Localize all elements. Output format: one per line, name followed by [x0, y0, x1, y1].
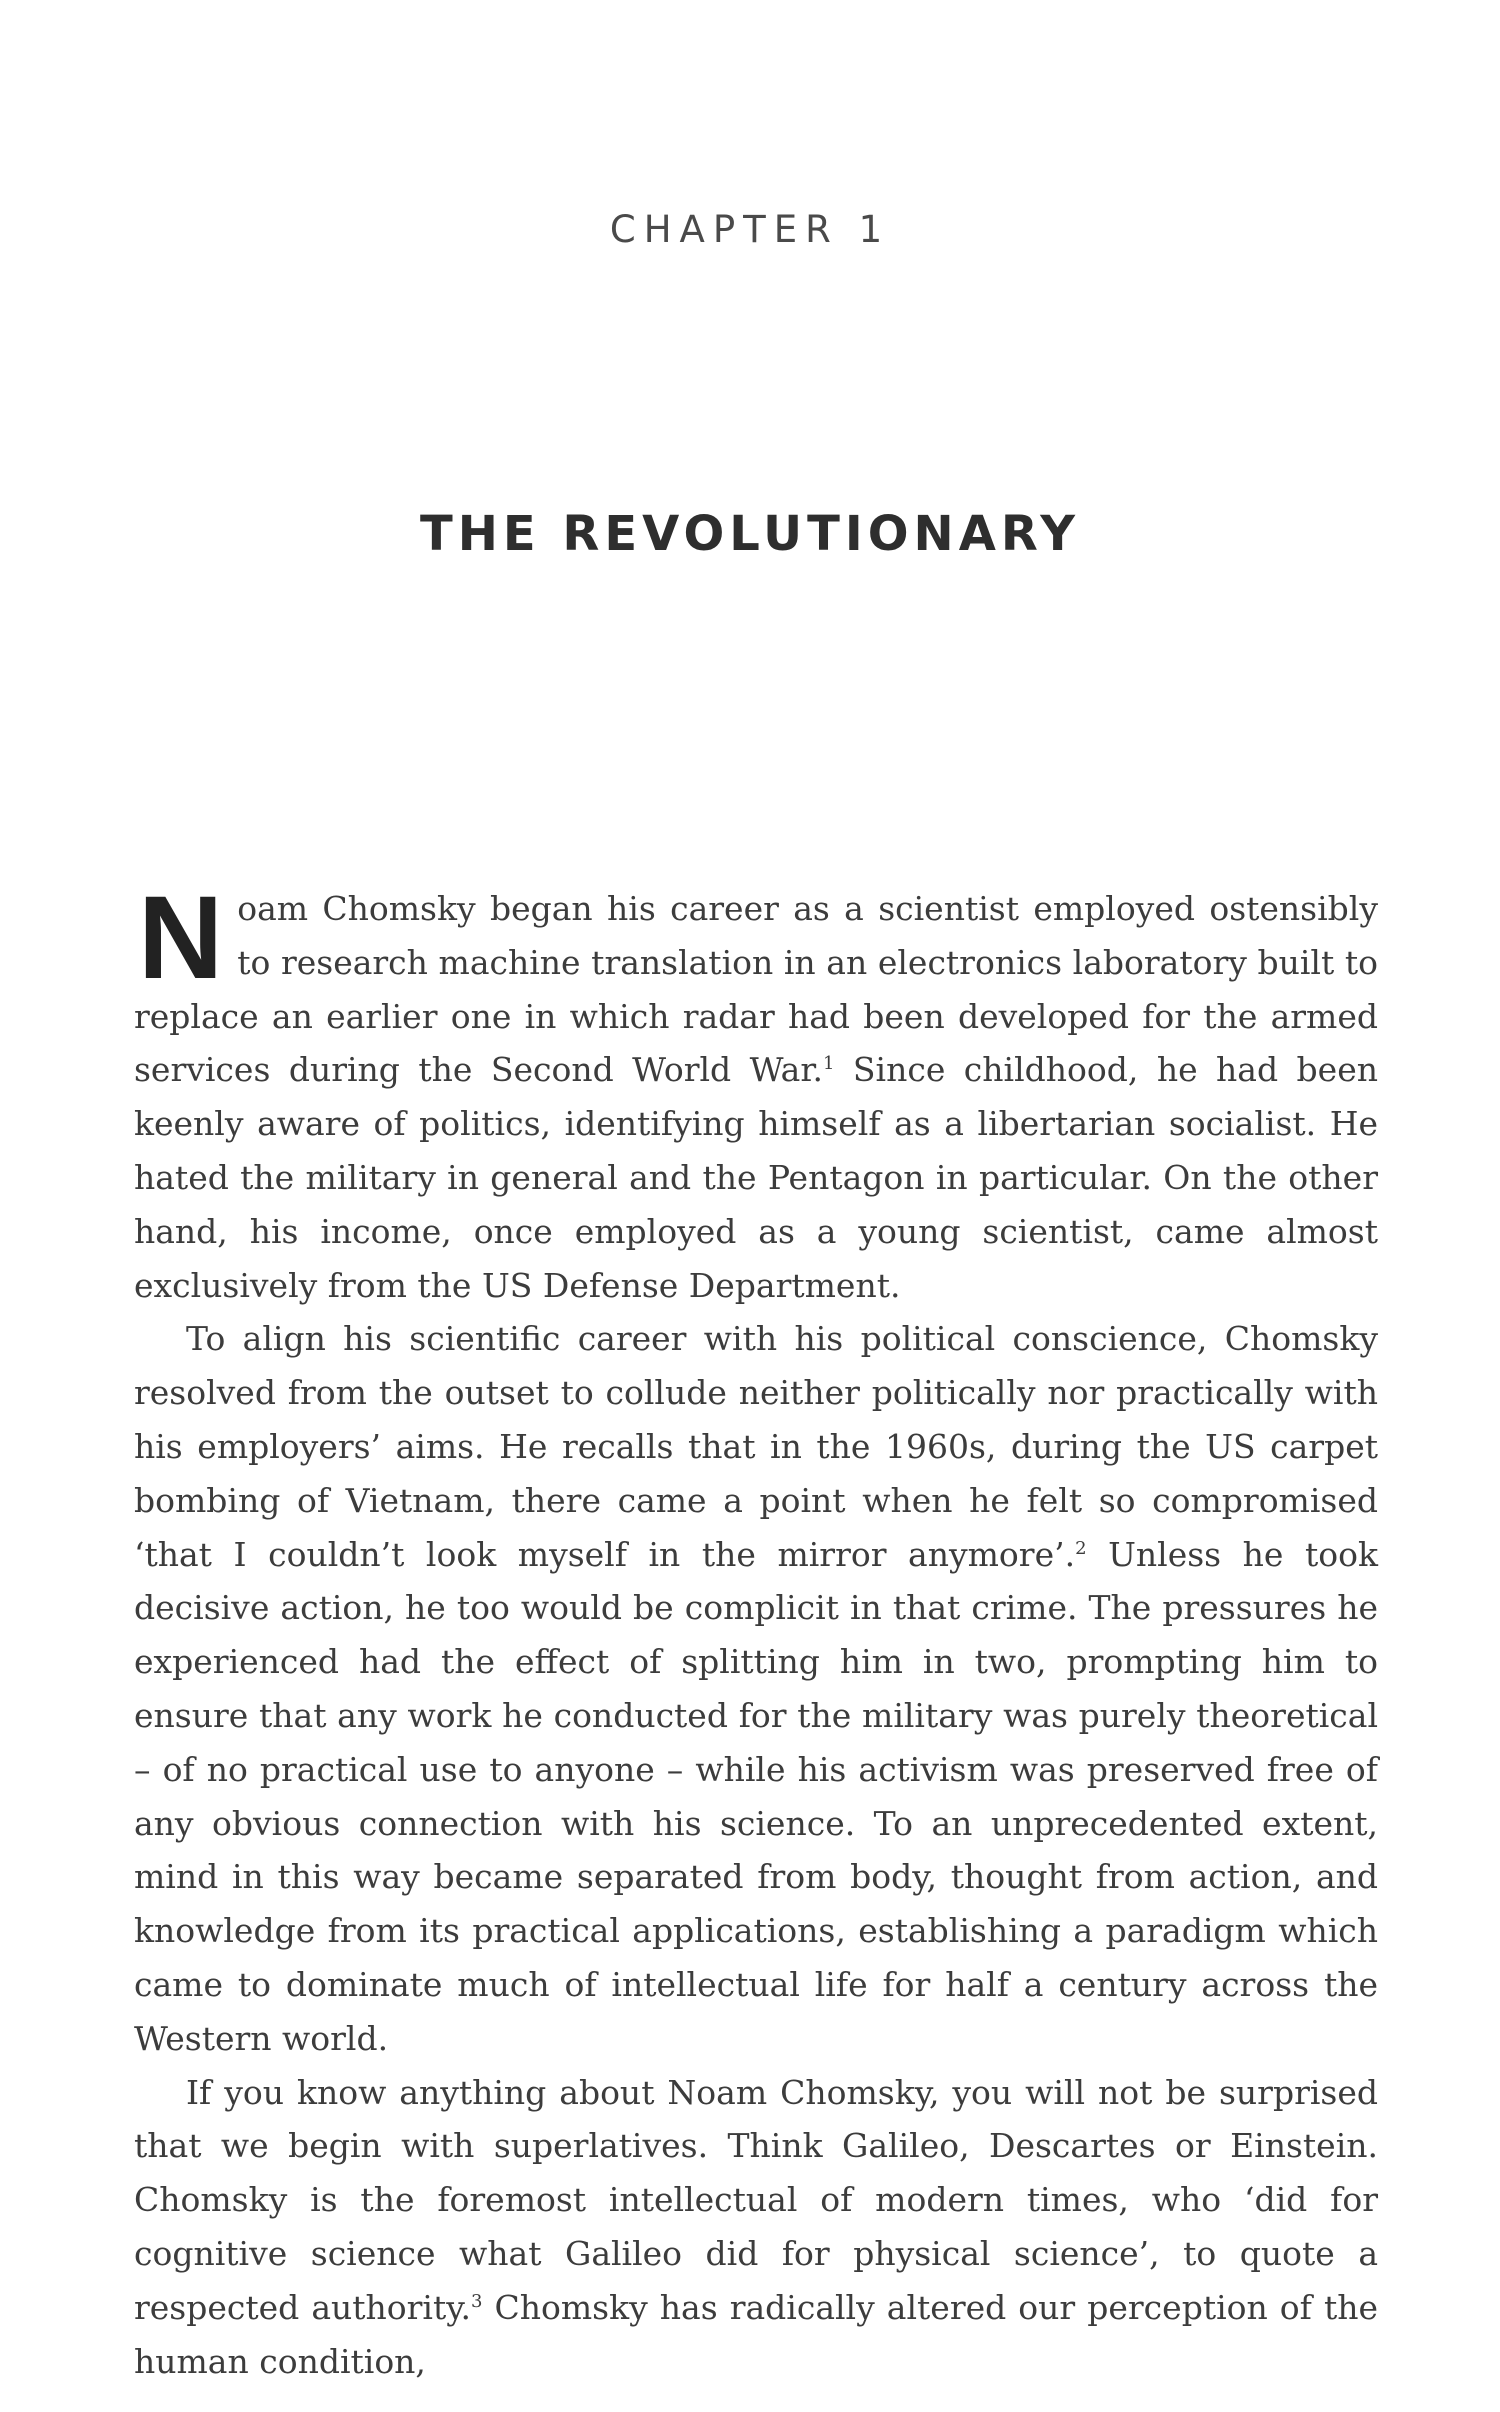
paragraph-text: Unless he took decisive action, he too would be complicit in that crime. The pressures he experienced had the effect of splitting him in two, prompting him to ensure that any work he conducted for the military was purely theoretical – of no practical use to anyone – while his activism was preserved free of any obvious connection with his science. To an unprecedented extent, mind in this way became separated from body, thought from action, and knowledge from its practical applications, establishing a paradigm which came to dominate much of intellectual life for half a century across the Western world. — [134, 1534, 1378, 2058]
chapter-label: CHAPTER 1 — [609, 208, 891, 251]
paragraph-2 — [134, 1312, 1378, 2065]
paragraph-1 — [134, 872, 1378, 1312]
paragraph-text: To align his scientific career with his political conscience, Chomsky resolved from the outset to collude neither politically nor practically with his employers’ aims. He recalls that in the 1960s, during the US carpet bombing of Vietnam, there came a point when he felt so compromised ‘that I couldn’t look myself in the mirror anymore’. — [134, 1319, 1378, 1574]
paragraph-text: oam Chomsky began his career as a scientist employed ostensibly to research machine translation in an electronics laboratory built to replace an earlier one in which radar had been developed for the armed services during the Second World War. — [134, 889, 1378, 1090]
paragraph-text: Chomsky has radically altered our perception of the human condition, — [134, 2287, 1378, 2381]
footnote-ref-2[interactable]: 2 — [1075, 1537, 1087, 1559]
chapter-body — [134, 872, 1378, 2388]
drop-cap: N — [138, 872, 224, 1004]
paragraph-text: Since childhood, he had been keenly aware of politics, identifying himself as a libertarian socialist. He hated the military in general and the Pentagon in particular. On the other hand, his income, once employed as a young scientist, came almost exclusively from the US Defense Department. — [134, 1050, 1378, 1305]
paragraph-3 — [134, 2066, 1378, 2389]
footnote-ref-3[interactable]: 3 — [471, 2290, 483, 2312]
paragraph-text: If you know anything about Noam Chomsky, you will not be surprised that we begin with superlatives. Think Galileo, Descartes or Einstein. Chomsky is the foremost intellectual of modern times, who ‘did for cognitive science what Galileo did for physical science’, to quote a respected authority. — [134, 2072, 1378, 2327]
footnote-ref-1[interactable]: 1 — [823, 1053, 835, 1075]
chapter-title: THE REVOLUTIONARY — [420, 506, 1080, 562]
